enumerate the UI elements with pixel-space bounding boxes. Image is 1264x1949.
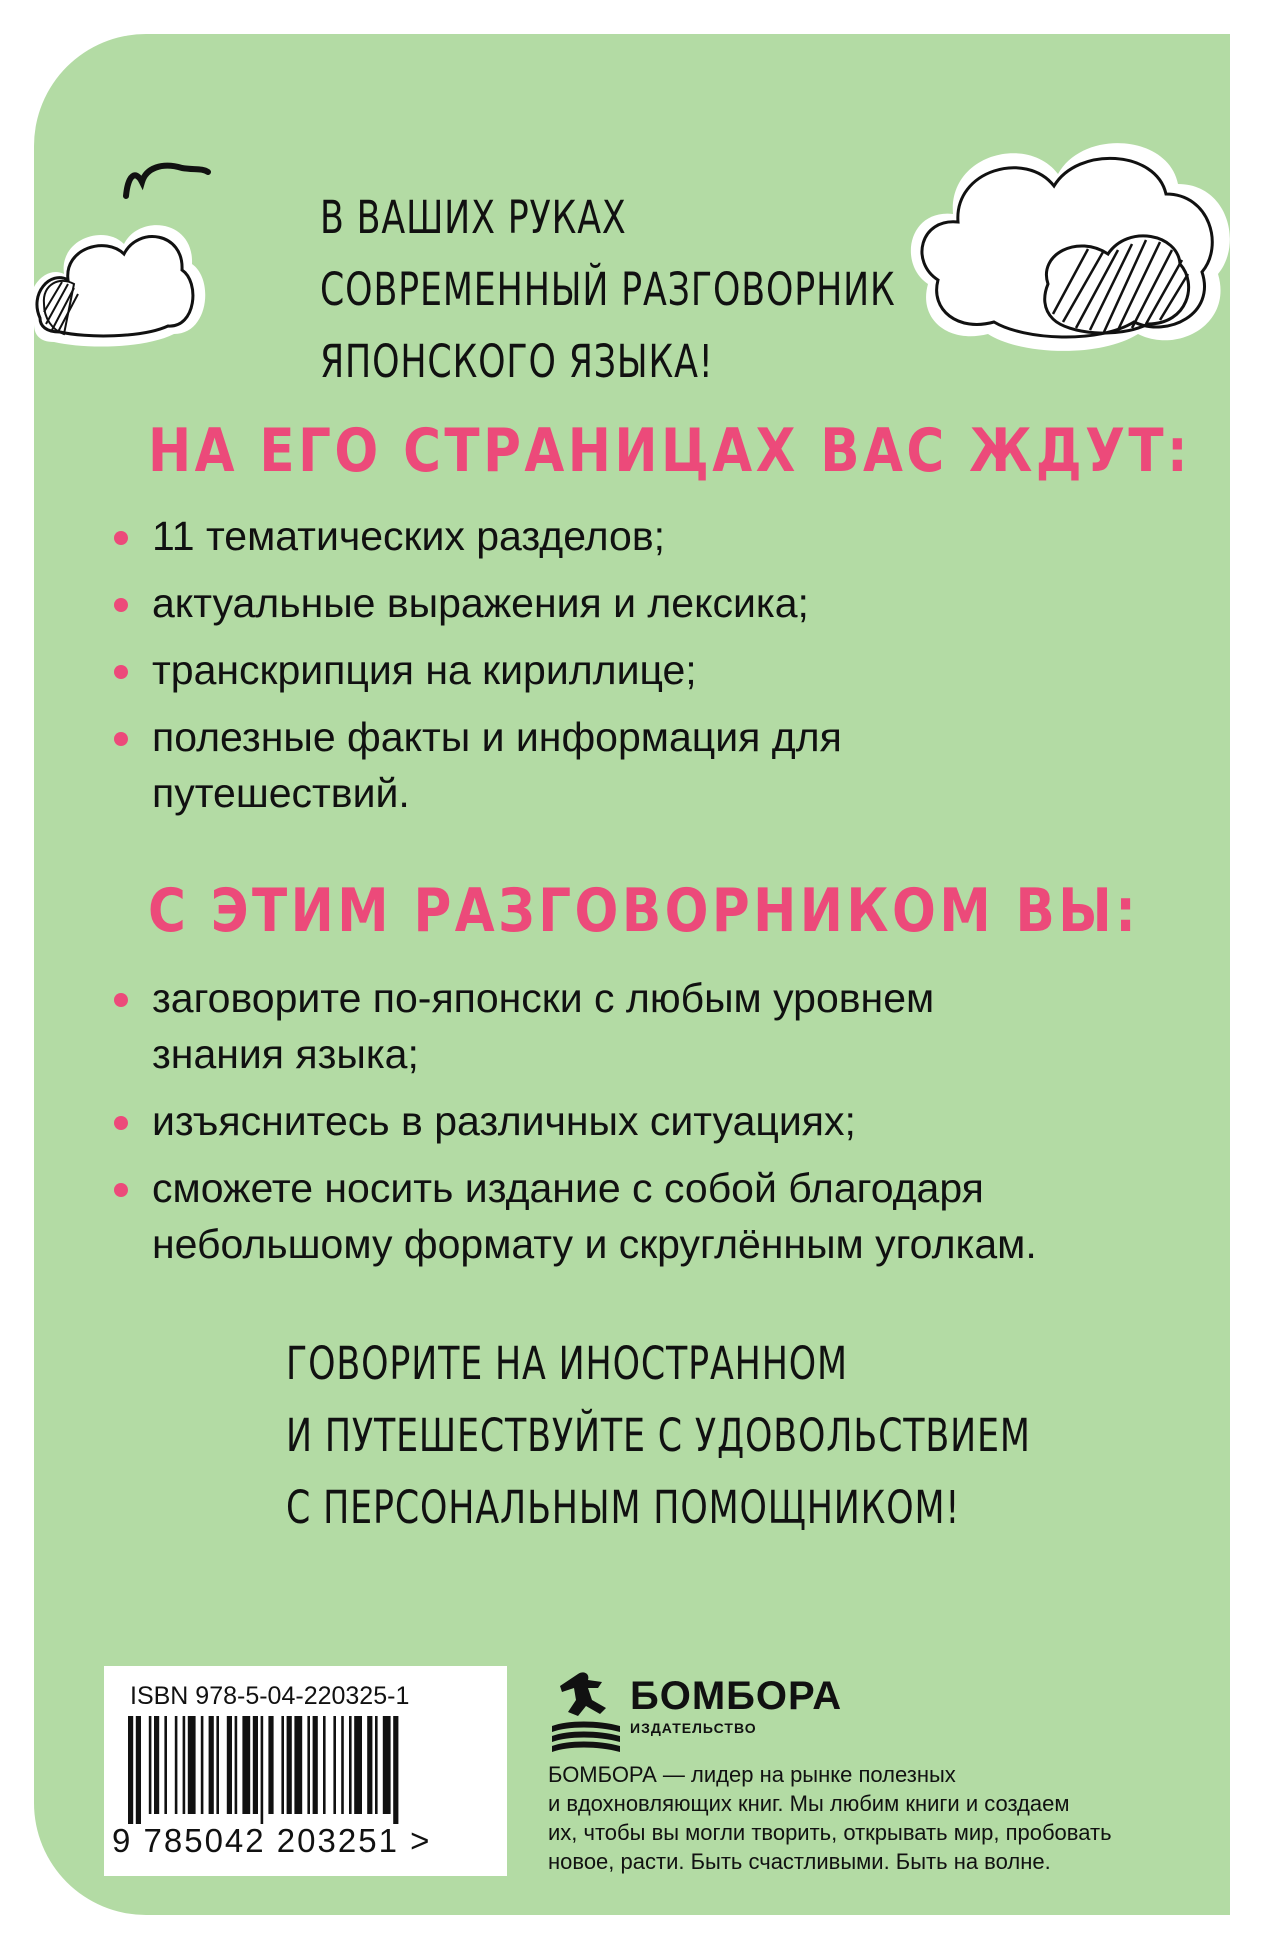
barcode-bar [149, 1716, 152, 1814]
barcode-bar [375, 1716, 378, 1814]
section2-list [112, 970, 1192, 1283]
barcode-bar [383, 1716, 391, 1814]
outro-text [286, 1328, 1031, 1544]
barcode-bar [349, 1716, 352, 1814]
barcode-bar [354, 1716, 362, 1814]
barcode-bar [341, 1716, 344, 1814]
barcode-bar [253, 1716, 258, 1814]
barcode-bar [242, 1716, 250, 1814]
barcode-bar [313, 1716, 318, 1814]
barcode-bar [164, 1716, 167, 1814]
list-item: 11 тематических разделов; [112, 508, 872, 564]
barcode-bar [183, 1716, 186, 1814]
list-item: полезные факты и информация для путешествий. [112, 709, 872, 821]
barcode-bar [175, 1716, 178, 1814]
barcode-bar [281, 1716, 284, 1814]
publisher-about: БОМБОРА — лидер на рынке полезных и вдохновляющих книг. Мы любим книги и создаем их, чтобы вы могли творить, открывать мир, пробовать новое, расти. Быть счастливыми. Быть на волне. [548, 1762, 1112, 1874]
publisher-name: БОМБОРА [630, 1674, 843, 1718]
barcode-bar [307, 1716, 310, 1814]
list-item: транскрипция на кириллице; [112, 642, 872, 698]
barcode-bar [128, 1716, 133, 1824]
outro-line: И ПУТЕШЕСТВУЙТЕ С УДОВОЛЬСТВИЕМ [286, 1409, 1031, 1462]
barcode-bar [216, 1716, 219, 1814]
barcode-bar [333, 1716, 336, 1814]
intro-line: ЯПОНСКОГО ЯЗЫКА! [320, 335, 714, 388]
outro-line: ГОВОРИТЕ НА ИНОСТРАННОМ [286, 1337, 848, 1390]
section2-heading: С ЭТИМ РАЗГОВОРНИКОМ ВЫ: [148, 876, 1140, 946]
isbn-text: ISBN 978-5-04-220325-1 [130, 1682, 410, 1710]
list-item: заговорите по-японски с любым уровнем знания языка; [112, 970, 1032, 1082]
outro-line: С ПЕРСОНАЛЬНЫМ ПОМОЩНИКОМ! [286, 1481, 961, 1534]
barcode-bar [227, 1716, 232, 1814]
cloud-right-icon [898, 114, 1230, 354]
bombora-logo-icon [548, 1668, 624, 1758]
barcode-bar [393, 1716, 398, 1824]
section1-heading: НА ЕГО СТРАНИЦАХ ВАС ЖДУТ: [148, 416, 1192, 486]
barcode-bar [287, 1716, 292, 1814]
barcode-bar [136, 1716, 141, 1824]
publisher-subtitle: ИЗДАТЕЛЬСТВО [630, 1720, 757, 1736]
barcode-bar [188, 1716, 196, 1814]
intro-line: СОВРЕМЕННЫЙ РАЗГОВОРНИК [320, 263, 896, 316]
list-item: актуальные выражения и лексика; [112, 575, 872, 631]
list-item: сможете носить издание с собой благодаря небольшому формату и скруглённым уголкам. [112, 1160, 1192, 1272]
ean-text: 9 785042 203251 > [112, 1822, 432, 1859]
intro-line: В ВАШИХ РУКАХ [320, 191, 627, 244]
barcode-bar [294, 1716, 302, 1814]
barcode-bars [128, 1716, 468, 1824]
barcode-bar [154, 1716, 159, 1814]
barcode-bar [367, 1716, 372, 1814]
barcode-bar [261, 1716, 264, 1824]
barcode-bar [323, 1716, 326, 1814]
cloud-left-icon [34, 184, 214, 354]
barcode-bar [201, 1716, 204, 1814]
barcode-bar [209, 1716, 214, 1814]
barcode-bar [235, 1716, 238, 1814]
barcode [104, 1666, 507, 1876]
list-item: изъяснитесь в различных ситуациях; [112, 1093, 1192, 1149]
section1-list [112, 508, 872, 832]
intro-text [320, 182, 896, 398]
barcode-bar [268, 1716, 273, 1814]
